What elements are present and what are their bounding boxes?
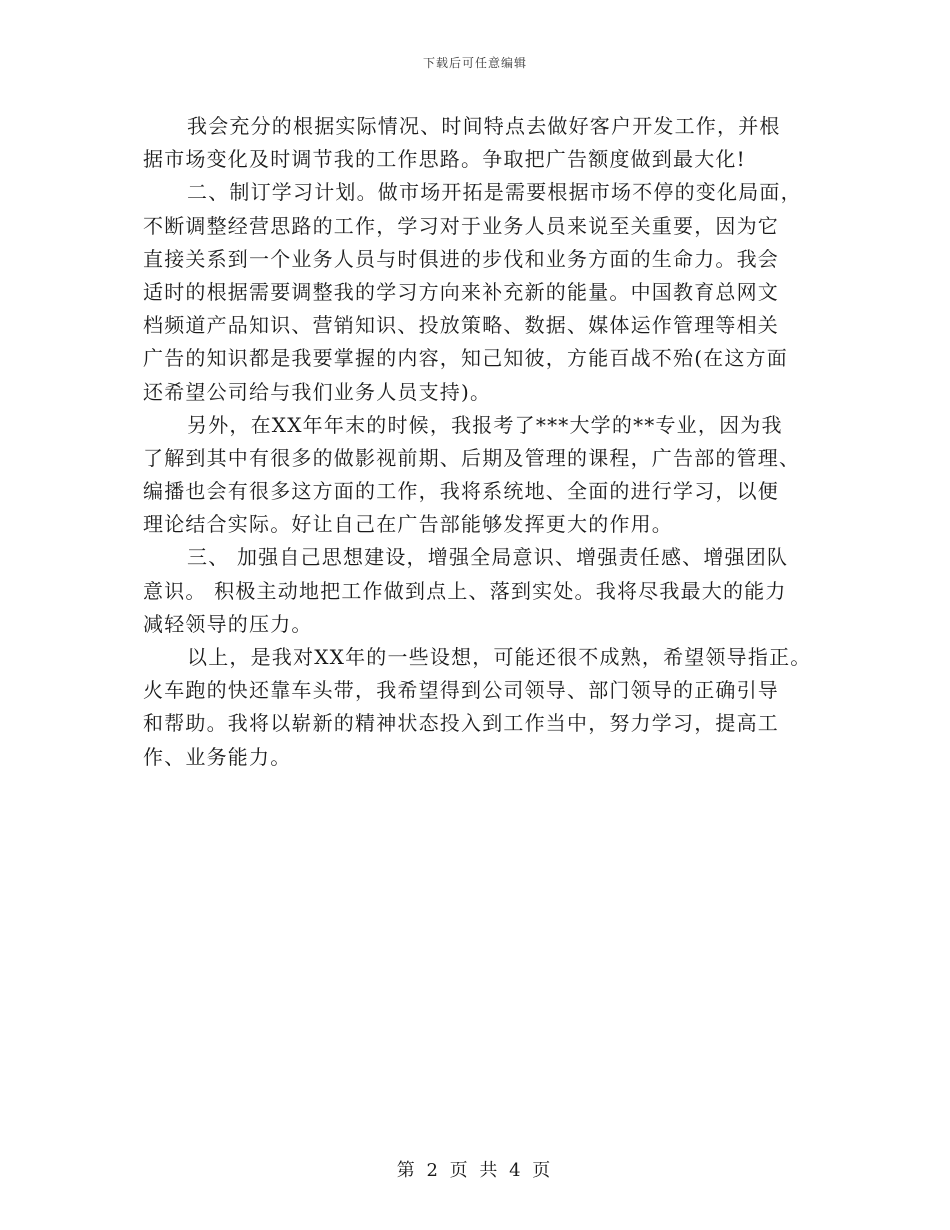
paragraph-1-line-1: 我会充分的根据实际情况、时间特点去做好客户开发工作，并根 (187, 114, 781, 138)
paragraph-4-line-1: 三、 加强自己思想建设，增强全局意识、增强责任感、增强团队 (187, 545, 789, 570)
paragraph-2-line-5: 档频道产品知识、营销知识、投放策略、数据、媒体运作管理等相关 (143, 313, 779, 338)
paragraph-1-line-2: 据市场变化及时调节我的工作思路。争取把广告额度做到最大化! (143, 147, 746, 172)
paragraph-5-line-1: 以上，是我对XX年的一些设想，可能还很不成熟，希望领导指正。 (187, 645, 812, 669)
paragraph-4-line-3: 减轻领导的压力。 (143, 611, 313, 636)
paragraph-2-line-2: 不断调整经营思路的工作，学习对于业务人员来说至关重要，因为它 (143, 213, 779, 238)
paragraph-5-line-2: 火车跑的快还靠车头带，我希望得到公司领导、部门领导的正确引导 (143, 678, 779, 703)
paragraph-2-line-1: 二、制订学习计划。做市场开拓是需要根据市场不停的变化局面， (187, 180, 802, 205)
page-number-footer: 第 2 页 共 4 页 (396, 1160, 554, 1181)
paragraph-2-line-3: 直接关系到一个业务人员与时俱进的步伐和业务方面的生命力。我会 (143, 246, 779, 271)
paragraph-2-line-7: 还希望公司给与我们业务人员支持)。 (143, 379, 492, 404)
page-header: 下载后可任意编辑 (422, 56, 527, 70)
paragraph-5-line-3: 和帮助。我将以崭新的精神状态投入到工作当中，努力学习，提高工 (143, 711, 779, 736)
paragraph-4-line-2: 意识。 积极主动地把工作做到点上、落到实处。我将尽我最大的能力 (143, 578, 787, 603)
paragraph-3-line-4: 理论结合实际。好让自己在广告部能够发挥更大的作用。 (143, 512, 673, 537)
paragraph-5-line-4: 作、业务能力。 (143, 744, 292, 769)
paragraph-3-line-1: 另外，在XX年年末的时候，我报考了***大学的**专业，因为我 (187, 412, 783, 437)
paragraph-3-line-3: 编播也会有很多这方面的工作，我将系统地、全面的进行学习，以便 (143, 479, 779, 504)
paragraph-2-line-4: 适时的根据需要调整我的学习方向来补充新的能量。中国教育总网文 (143, 279, 779, 304)
document-body (143, 110, 823, 774)
paragraph-2-line-6: 广告的知识都是我要掌握的内容，知己知彼，方能百战不殆(在这方面 (143, 346, 789, 371)
paragraph-3-line-2: 了解到其中有很多的做影视前期、后期及管理的课程，广告部的管理、 (143, 445, 801, 470)
